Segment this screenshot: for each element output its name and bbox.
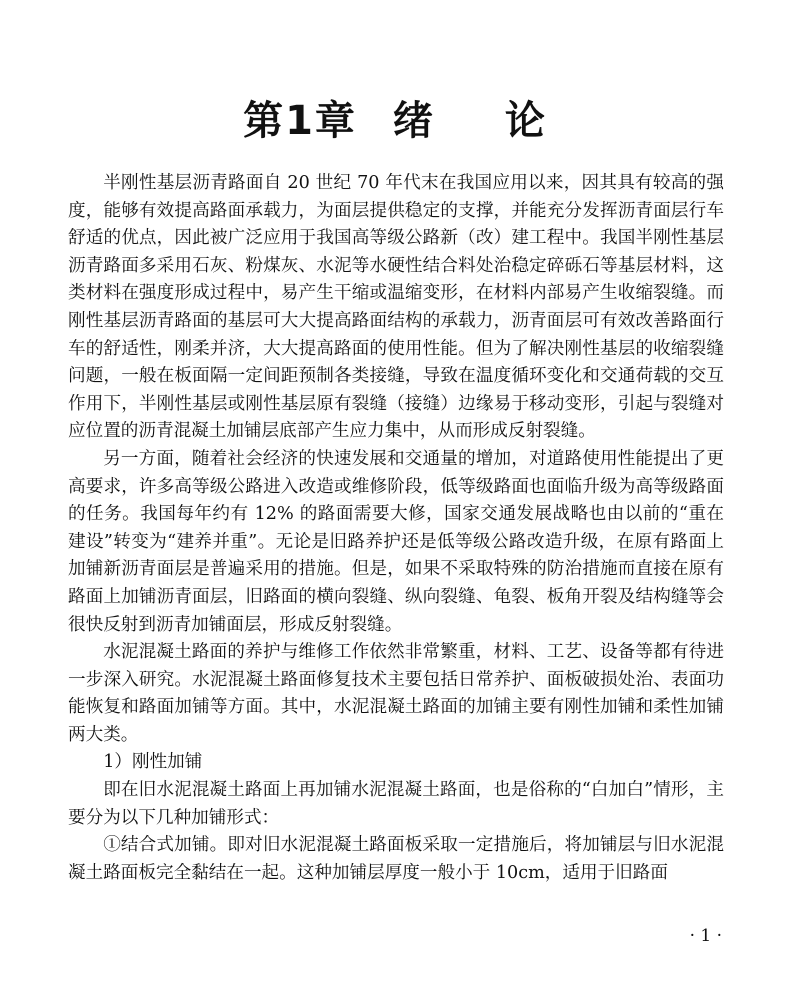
- body-text: [68, 170, 724, 887]
- chapter-title-char-2: 论: [504, 97, 547, 144]
- paragraph-3: 水泥混凝土路面的养护与维修工作依然非常繁重，材料、工艺、设备等都有待进一步深入研究。水泥混凝土路面修复技术主要包括日常养护、面板破损处治、表面功能恢复和路面加铺等方面。其中，水泥混凝土路面的加铺主要有刚性加铺和柔性加铺两大类。: [68, 642, 724, 745]
- paragraph-5: ①结合式加铺。即对旧水泥混凝土路面板采取一定措施后，将加铺层与旧水泥混凝土路面板完全黏结在一起。这种加铺层厚度一般小于 10cm，适用于旧路面: [68, 835, 724, 883]
- chapter-title: [0, 93, 790, 149]
- paragraph-4: 即在旧水泥混凝土路面上再加铺水泥混凝土路面，也是俗称的“白加白”情形，主要分为以下几种加铺形式：: [68, 780, 724, 828]
- chapter-number: 第1章: [243, 97, 357, 144]
- paragraph-1: 半刚性基层沥青路面自 20 世纪 70 年代末在我国应用以来，因其具有较高的强度，能够有效提高路面承载力，为面层提供稳定的支撑，并能充分发挥沥青面层行车舒适的优点，因此被广泛应用于我国高等级公路新（改）建工程中。我国半刚性基层沥青路面多采用石灰、粉煤灰、水泥等水硬性结合料处治稳定碎砾石等基层材料，这类材料在强度形成过程中，易产生干缩或温缩变形，在材料内部易产生收缩裂缝。而刚性基层沥青路面的基层可大大提高路面结构的承载力，沥青面层可有效改善路面行车的舒适性，刚柔并济，大大提高路面的使用性能。但为了解决刚性基层的收缩裂缝问题，一般在板面隔一定间距预制各类接缝，导致在温度循环变化和交通荷载的交互作用下，半刚性基层或刚性基层原有裂缝（接缝）边缘易于移动变形，引起与裂缝对应位置的沥青混凝土加铺层底部产生应力集中，从而形成反射裂缝。: [68, 173, 724, 442]
- page-number: · 1 ·: [689, 926, 722, 946]
- paragraph-2: 另一方面，随着社会经济的快速发展和交通量的增加，对道路使用性能提出了更高要求，许多高等级公路进入改造或维修阶段，低等级路面也面临升级为高等级路面的任务。我国每年约有 12% 的路面需要大修，国家交通发展战略也由以前的“重在建设”转变为“建养并重”。无论是旧路养护还是低等级公路改造升级，在原有路面上加铺新沥青面层是普遍采用的措施。但是，如果不采取特殊的防治措施而直接在原有路面上加铺沥青面层，旧路面的横向裂缝、纵向裂缝、龟裂、板角开裂及结构缝等会很快反射到沥青加铺面层，形成反射裂缝。: [68, 448, 724, 635]
- chapter-title-char-1: 绪: [392, 97, 435, 144]
- section-heading-rigid-overlay: 1）刚性加铺: [103, 752, 203, 773]
